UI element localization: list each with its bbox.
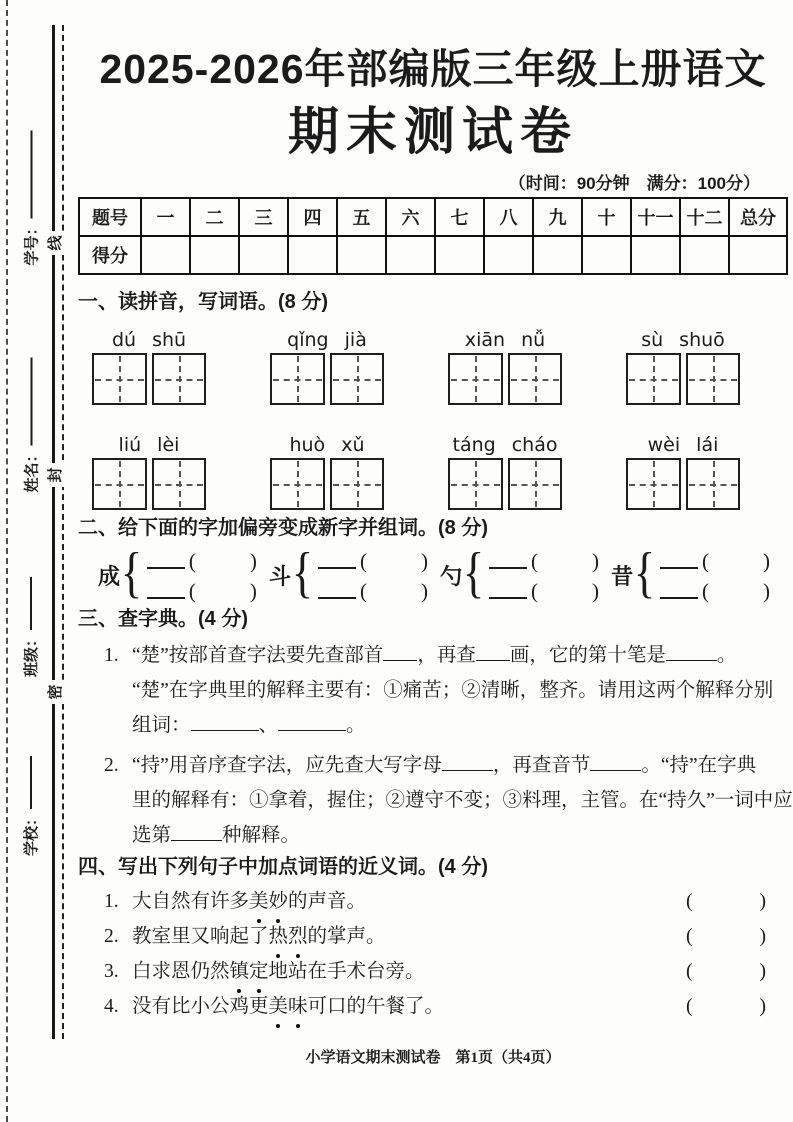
question-sentence: 1. 大自然有许多美妙的声音。 xyxy=(104,884,366,919)
answer-paren-close: ) xyxy=(763,579,770,603)
question-number: 3. xyxy=(104,961,119,982)
grid-cell xyxy=(270,353,325,405)
pinyin-grid-row xyxy=(92,432,740,510)
synonym-question xyxy=(78,919,788,954)
answer-paren-open: ( xyxy=(530,579,538,603)
answer-paren-open: ( xyxy=(188,549,196,573)
score-table-score-cell xyxy=(386,236,435,274)
pinyin-group xyxy=(448,327,562,405)
dictionary-question xyxy=(104,638,788,743)
score-table-header-cell: 十二 xyxy=(680,198,729,236)
blank-line xyxy=(147,565,185,569)
synonym-questions xyxy=(78,884,788,1024)
section-4 xyxy=(78,854,788,1024)
answer-parens xyxy=(686,884,766,919)
blank-line xyxy=(660,565,698,569)
pinyin-label: táng cháo xyxy=(452,434,558,456)
seal-field-label: 班级： xyxy=(23,631,40,677)
blank-line xyxy=(476,646,510,661)
radical-group xyxy=(440,542,599,604)
emphasized-char: 定 xyxy=(249,954,269,989)
answer-paren-open: ( xyxy=(686,925,693,947)
question-number: 4. xyxy=(104,996,119,1017)
blank-line xyxy=(590,756,641,771)
radical-answer-line xyxy=(660,548,770,572)
answer-paren-open: ( xyxy=(530,549,538,573)
exam-subtitle: 期末测试卷 xyxy=(287,103,578,160)
writing-grid xyxy=(270,458,384,510)
score-table-score-cell xyxy=(288,236,337,274)
score-table-header-cell: 一 xyxy=(141,198,190,236)
blank-line xyxy=(318,595,356,599)
score-table-header-cell: 五 xyxy=(337,198,386,236)
answer-paren-close: ) xyxy=(249,549,257,573)
blank-line xyxy=(147,595,185,599)
blank-line xyxy=(191,716,259,731)
radical-answer-rows xyxy=(318,548,428,602)
answer-paren-close: ) xyxy=(763,549,770,573)
score-table-header-cell: 八 xyxy=(484,198,533,236)
grid-cell xyxy=(152,458,207,510)
seal-field-blank-line xyxy=(29,358,33,446)
blank-line xyxy=(489,595,527,599)
exam-content xyxy=(78,0,793,1122)
writing-grid xyxy=(270,353,384,405)
writing-grid xyxy=(448,353,562,405)
section-3-heading: 三、查字典。(4 分) xyxy=(78,608,248,630)
grid-cell xyxy=(92,353,147,405)
grid-cell xyxy=(626,458,681,510)
answer-paren-open: ( xyxy=(702,579,709,603)
brace-icon: { xyxy=(462,542,485,604)
score-table-score-cell xyxy=(680,236,729,274)
question-sentence: 4. 没有比小公鸡更美味可口的午餐了。 xyxy=(104,989,444,1024)
blank-line xyxy=(489,565,527,569)
answer-paren-close: ) xyxy=(759,960,766,982)
seal-field-blank-line xyxy=(29,131,33,219)
seal-dashed-line xyxy=(62,25,64,1039)
pinyin-group xyxy=(448,432,562,510)
dictionary-question xyxy=(104,748,793,853)
grid-cell xyxy=(330,353,385,405)
pinyin-group xyxy=(626,327,740,405)
score-table-header-cell: 七 xyxy=(435,198,484,236)
brace-icon: { xyxy=(633,542,656,604)
answer-paren-open: ( xyxy=(188,579,196,603)
emphasized-char: 味 xyxy=(288,989,308,1024)
radical-group xyxy=(611,542,770,604)
pinyin-group xyxy=(270,432,384,510)
dictionary-questions xyxy=(78,638,793,853)
section-1 xyxy=(78,289,788,510)
pinyin-group xyxy=(92,327,206,405)
score-table xyxy=(78,197,788,275)
pinyin-grid-rows xyxy=(78,327,788,510)
pinyin-label: xiān nǚ xyxy=(464,329,546,351)
pinyin-label: qǐng jià xyxy=(287,329,367,351)
seal-field-school xyxy=(19,756,41,856)
question-number: 1. xyxy=(104,891,119,912)
radical-base-char: 昔 xyxy=(611,563,634,589)
radical-base-char: 斗 xyxy=(269,563,292,589)
score-table-header-cell: 六 xyxy=(386,198,435,236)
radical-answer-line xyxy=(318,578,428,602)
blank-line xyxy=(318,565,356,569)
score-table-score-cell xyxy=(631,236,680,274)
score-table-score-row xyxy=(79,236,787,274)
writing-grid xyxy=(626,353,740,405)
grid-cell xyxy=(448,458,503,510)
grid-cell xyxy=(448,353,503,405)
section-1-heading: 一、读拼音，写词语。(8 分) xyxy=(78,291,328,313)
score-table-header-cell: 十 xyxy=(582,198,631,236)
score-table-header-cell: 总分 xyxy=(729,198,787,236)
exam-time-score-info: （时间：90分钟 满分：100分） xyxy=(508,174,760,193)
seal-field-name xyxy=(20,358,42,493)
pinyin-label: huò xǔ xyxy=(289,434,365,456)
score-table-score-cell xyxy=(190,236,239,274)
radical-answer-line xyxy=(489,578,599,602)
question-line: “楚”在字典里的解释主要有：①痛苦；②清晰，整齐。请用这两个解释分别 xyxy=(132,680,774,701)
radical-base-char: 勺 xyxy=(440,563,463,589)
answer-paren-close: ) xyxy=(759,925,766,947)
score-table-score-cell xyxy=(141,236,190,274)
question-sentence: 3. 白求恩仍然镇定地站在手术台旁。 xyxy=(104,954,425,989)
pinyin-group xyxy=(92,432,206,510)
question-number: 2. xyxy=(104,755,119,776)
writing-grid xyxy=(626,458,740,510)
radical-answer-rows xyxy=(489,548,599,602)
page-edge-dashed-line xyxy=(6,0,8,1122)
radical-base-char: 成 xyxy=(98,563,121,589)
grid-cell xyxy=(92,458,147,510)
emphasized-char: 美 xyxy=(269,989,289,1024)
score-table-score-cell xyxy=(729,236,787,274)
emphasized-char: 烈 xyxy=(288,919,308,954)
exam-title: 2025-2026年部编版三年级上册语文 xyxy=(99,46,767,92)
question-line: 选第 种解释。 xyxy=(132,825,301,846)
score-table-score-cell xyxy=(239,236,288,274)
answer-parens xyxy=(686,989,766,1024)
score-table-label-cell: 得分 xyxy=(79,236,141,274)
grid-cell xyxy=(508,353,563,405)
blank-line xyxy=(442,756,493,771)
answer-paren-close: ) xyxy=(591,579,599,603)
question-number: 2. xyxy=(104,926,119,947)
blank-line xyxy=(666,646,717,661)
score-table-header-cell: 四 xyxy=(288,198,337,236)
grid-cell xyxy=(508,458,563,510)
answer-paren-close: ) xyxy=(420,549,428,573)
question-line: 1. “楚”按部首查字法要先查部首 ，再查 画，它的第十笔是 。 xyxy=(104,638,788,673)
blank-line xyxy=(660,595,698,599)
blank-line xyxy=(278,716,346,731)
seal-field-blank-line xyxy=(28,756,32,809)
radical-answer-rows xyxy=(147,548,257,602)
question-line: 2. “持”用音序查字法，应先查大写字母 ，再查音节 。“持”在字典 xyxy=(104,748,788,783)
grid-cell xyxy=(330,458,385,510)
answer-paren-open: ( xyxy=(686,890,693,912)
emphasized-char: 妙 xyxy=(269,884,289,919)
answer-paren-open: ( xyxy=(686,995,693,1017)
pinyin-group xyxy=(270,327,384,405)
section-3 xyxy=(78,606,793,853)
answer-paren-open: ( xyxy=(359,549,367,573)
pinyin-label: sù shuō xyxy=(641,329,725,351)
synonym-question xyxy=(78,989,788,1024)
pinyin-label: wèi lái xyxy=(647,434,719,456)
score-table-label-cell: 题号 xyxy=(79,198,141,236)
seal-line-char-mi: 密 xyxy=(43,680,65,704)
seal-field-label: 学校： xyxy=(23,810,40,856)
synonym-question xyxy=(78,884,788,919)
score-table-score-cell xyxy=(484,236,533,274)
score-table-header-cell: 九 xyxy=(533,198,582,236)
radical-groups-row xyxy=(98,542,770,604)
pinyin-label: liú lèi xyxy=(118,434,180,456)
question-number: 1. xyxy=(104,645,119,666)
writing-grid xyxy=(92,353,206,405)
seal-solid-line xyxy=(52,25,55,1039)
seal-field-label: 学号： xyxy=(24,220,40,266)
answer-paren-close: ) xyxy=(420,579,428,603)
pinyin-label: dú shū xyxy=(111,329,187,351)
score-table-header-row xyxy=(79,198,787,236)
emphasized-char: 镇 xyxy=(230,954,250,989)
score-table-score-cell xyxy=(337,236,386,274)
blank-line xyxy=(171,826,222,841)
emphasized-char: 热 xyxy=(269,919,289,954)
radical-group xyxy=(269,542,428,604)
seal-line-char-xian: 线 xyxy=(43,231,65,255)
brace-icon: { xyxy=(291,542,314,604)
section-2-heading: 二、给下面的字加偏旁变成新字并组词。(8 分) xyxy=(78,517,488,539)
radical-answer-line xyxy=(147,548,257,572)
emphasized-char: 美 xyxy=(249,884,269,919)
grid-cell xyxy=(626,353,681,405)
score-table-header-cell: 十一 xyxy=(631,198,680,236)
synonym-question xyxy=(78,954,788,989)
seal-field-class xyxy=(19,577,41,677)
writing-grid xyxy=(92,458,206,510)
grid-cell xyxy=(686,353,741,405)
writing-grid xyxy=(448,458,562,510)
answer-paren-open: ( xyxy=(702,549,709,573)
score-table-score-cell xyxy=(582,236,631,274)
question-line: 里的解释有：①拿着，握住；②遵守不变；③料理，主管。在“持久”一词中应 xyxy=(132,790,793,811)
radical-group xyxy=(98,542,257,604)
question-line: 组词： 、 。 xyxy=(132,715,366,736)
seal-line-char-feng: 封 xyxy=(43,463,65,487)
section-2 xyxy=(78,515,788,603)
radical-answer-line xyxy=(147,578,257,602)
pinyin-grid-row xyxy=(92,327,740,405)
brace-icon: { xyxy=(120,542,143,604)
answer-paren-close: ) xyxy=(591,549,599,573)
seal-field-blank-line xyxy=(28,577,32,630)
answer-paren-close: ) xyxy=(249,579,257,603)
grid-cell xyxy=(270,458,325,510)
radical-answer-line xyxy=(318,548,428,572)
score-table-header-cell: 三 xyxy=(239,198,288,236)
score-table-score-cell xyxy=(435,236,484,274)
question-sentence: 2. 教室里又响起了热烈的掌声。 xyxy=(104,919,386,954)
grid-cell xyxy=(686,458,741,510)
seal-field-label: 姓名： xyxy=(24,447,40,493)
blank-line xyxy=(383,646,417,661)
radical-answer-rows xyxy=(660,548,770,602)
score-table-score-cell xyxy=(533,236,582,274)
answer-paren-close: ) xyxy=(759,890,766,912)
answer-paren-open: ( xyxy=(686,960,693,982)
page-footer: 小学语文期末测试卷 第1页（共4页） xyxy=(305,1050,561,1066)
radical-answer-line xyxy=(660,578,770,602)
seal-field-student-id xyxy=(20,131,42,266)
score-table-header-cell: 二 xyxy=(190,198,239,236)
pinyin-group xyxy=(626,432,740,510)
radical-answer-line xyxy=(489,548,599,572)
answer-parens xyxy=(686,954,766,989)
answer-paren-close: ) xyxy=(759,995,766,1017)
answer-parens xyxy=(686,919,766,954)
section-4-heading: 四、写出下列句子中加点词语的近义词。(4 分) xyxy=(78,856,488,878)
grid-cell xyxy=(152,353,207,405)
answer-paren-open: ( xyxy=(359,579,367,603)
